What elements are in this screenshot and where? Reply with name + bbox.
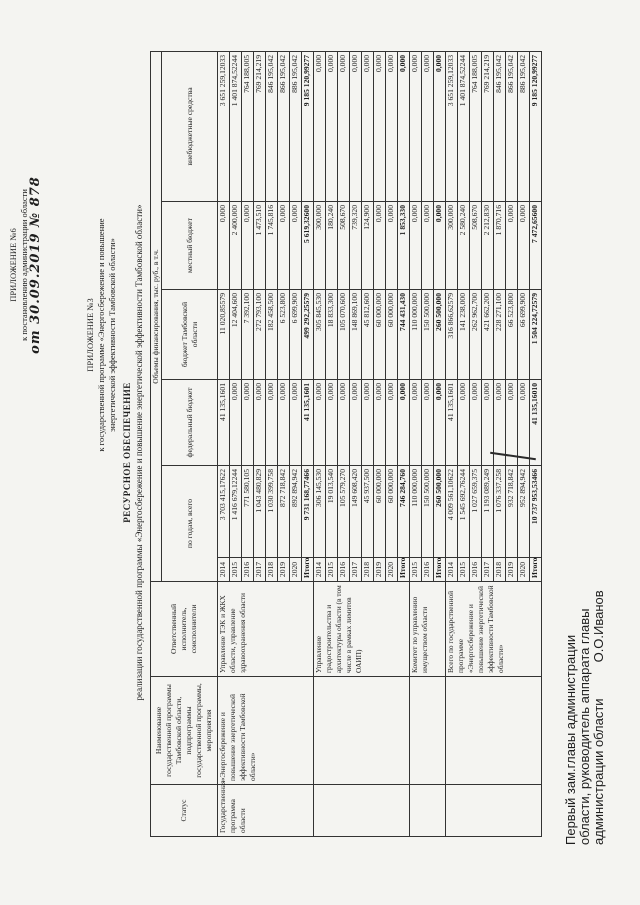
cell-federal: 0,000 (230, 380, 242, 466)
signature-position: администрации области (591, 698, 606, 845)
cell-regional: 6 523,800 (278, 290, 290, 380)
cell-year: Итого (434, 558, 446, 582)
cell-total: 60 000,000 (374, 466, 386, 558)
cell-regional: 141 238,000 (458, 290, 470, 380)
cell-local: 7 472,65600 (530, 202, 542, 290)
table-row (218, 51, 230, 836)
cell-federal: 0,000 (338, 380, 350, 466)
cell-year: 2020 (518, 558, 530, 582)
appendix-3-block (85, 145, 118, 525)
cell-total: 1 545 692,76244 (458, 466, 470, 558)
cell-federal: 0,000 (422, 380, 434, 466)
resource-table (150, 51, 542, 837)
row-name (446, 677, 542, 785)
cell-federal: 41 135,1601 (302, 380, 314, 466)
cell-total: 952 894,942 (518, 466, 530, 558)
cell-total: 4 009 561,10622 (446, 466, 458, 558)
cell-local: 0,000 (434, 202, 446, 290)
cell-regional: 305 845,530 (314, 290, 326, 380)
document-subtitle: реализации государственной программы «Энергосбережение и повышение энергетической эффективности Тамбовской области» (134, 204, 144, 701)
cell-regional: 262 962,700 (470, 290, 482, 380)
cell-year: 2017 (350, 558, 362, 582)
cell-total: 19 013,540 (326, 466, 338, 558)
cell-year: 2016 (338, 558, 350, 582)
cell-regional: 110 000,000 (410, 290, 422, 380)
row-name: «Энергосбережение и повышение энергетической эффективности Тамбовской области» (218, 677, 314, 785)
cell-federal: 0,000 (482, 380, 494, 466)
cell-extra: 0,000 (422, 51, 434, 201)
cell-total: 306 145,530 (314, 466, 326, 558)
table-row (314, 51, 326, 836)
cell-local: 124,900 (362, 202, 374, 290)
cell-year: Итого (530, 558, 542, 582)
cell-regional: 66 699,900 (518, 290, 530, 380)
cell-total: 872 718,842 (278, 466, 290, 558)
cell-year: 2018 (266, 558, 278, 582)
cell-regional: 18 833,300 (326, 290, 338, 380)
cell-extra: 3 651 259,12033 (218, 51, 230, 201)
cell-regional: 60 000,000 (386, 290, 398, 380)
header-by-years: по годам, всего (162, 466, 218, 582)
cell-local: 0,000 (218, 202, 230, 290)
cell-year: 2019 (278, 558, 290, 582)
cell-regional: 7 392,100 (242, 290, 254, 380)
cell-year: Итого (302, 558, 314, 582)
cell-total: 771 580,105 (242, 466, 254, 558)
header-extra: внебюджетные средства (162, 51, 218, 201)
cell-total: 1 043 480,829 (254, 466, 266, 558)
cell-local: 2 212,830 (482, 202, 494, 290)
appendix-3-line1: к государственной программе «Энергосбережение и повышение (96, 218, 106, 452)
cell-federal: 0,000 (278, 380, 290, 466)
cell-extra: 0,000 (314, 51, 326, 201)
cell-federal: 41 135,16010 (530, 380, 542, 466)
appendix-6-block (8, 145, 41, 385)
cell-local: 0,000 (386, 202, 398, 290)
row-status (314, 785, 410, 837)
row-executor: Управление градостроительства и архитектуры области (в том числе в рамках лимитов ОАИП) (314, 582, 410, 677)
row-name (410, 677, 446, 785)
cell-extra: 9 185 120,99277 (530, 51, 542, 201)
cell-local: 739,320 (350, 202, 362, 290)
cell-regional: 66 523,800 (506, 290, 518, 380)
cell-federal: 0,000 (290, 380, 302, 466)
cell-year: 2017 (482, 558, 494, 582)
cell-federal: 0,000 (242, 380, 254, 466)
cell-total: 1 193 089,249 (482, 466, 494, 558)
cell-local: 5 619,32600 (302, 202, 314, 290)
table-row (410, 51, 422, 836)
table-row (446, 51, 458, 836)
cell-year: 2015 (410, 558, 422, 582)
cell-regional: 60 000,000 (374, 290, 386, 380)
cell-extra: 0,000 (362, 51, 374, 201)
cell-total: 3 703 415,17622 (218, 466, 230, 558)
cell-federal: 0,000 (518, 380, 530, 466)
cell-total: 105 579,270 (338, 466, 350, 558)
cell-local: 1 473,510 (254, 202, 266, 290)
cell-regional: 105 070,600 (338, 290, 350, 380)
cell-extra: 866 195,042 (506, 51, 518, 201)
cell-federal: 0,000 (506, 380, 518, 466)
row-executor: Управление ТЭК и ЖКХ области, управление здравоохранения области (218, 582, 314, 677)
cell-local: 2 580,240 (458, 202, 470, 290)
cell-federal: 0,000 (386, 380, 398, 466)
cell-extra: 1 401 874,52244 (230, 51, 242, 201)
cell-federal: 0,000 (458, 380, 470, 466)
cell-federal: 41 135,1601 (218, 380, 230, 466)
cell-year: 2018 (362, 558, 374, 582)
cell-extra: 0,000 (386, 51, 398, 201)
cell-federal: 0,000 (374, 380, 386, 466)
cell-federal: 0,000 (398, 380, 410, 466)
cell-federal: 41 135,1601 (446, 380, 458, 466)
cell-extra: 0,000 (338, 51, 350, 201)
cell-regional: 272 793,100 (254, 290, 266, 380)
appendix-6-ref: к постановлению администрации области (19, 189, 29, 341)
cell-year: 2018 (494, 558, 506, 582)
cell-extra: 866 195,042 (278, 51, 290, 201)
row-status (446, 785, 542, 837)
cell-local: 2 400,000 (230, 202, 242, 290)
cell-total: 9 731 168,77466 (302, 466, 314, 558)
document-title: РЕСУРСНОЕ ОБЕСПЕЧЕНИЕ (122, 382, 132, 523)
cell-year: 2014 (218, 558, 230, 582)
cell-total: 1 030 399,758 (266, 466, 278, 558)
cell-local: 508,670 (338, 202, 350, 290)
cell-local: 0,000 (278, 202, 290, 290)
cell-extra: 886 195,042 (518, 51, 530, 201)
row-name (314, 677, 410, 785)
header-regional: бюджет Тамбовской области (162, 290, 218, 380)
cell-extra: 764 188,005 (242, 51, 254, 201)
cell-extra: 0,000 (326, 51, 338, 201)
cell-extra: 886 195,042 (290, 51, 302, 201)
cell-federal: 0,000 (350, 380, 362, 466)
cell-year: 2019 (506, 558, 518, 582)
row-status: Государственная программа области (218, 785, 314, 837)
cell-local: 508,670 (470, 202, 482, 290)
cell-extra: 846 195,042 (266, 51, 278, 201)
cell-local: 1 745,816 (266, 202, 278, 290)
cell-extra: 1 401 874,52244 (458, 51, 470, 201)
row-executor: Всего по государственной программе «Энергосбережение и повышение энергетической эффективности Тамбовской области» (446, 582, 542, 677)
cell-total: 110 000,000 (410, 466, 422, 558)
appendix-3-title: ПРИЛОЖЕНИЕ №3 (85, 298, 95, 372)
header-status: Статус (151, 785, 218, 837)
cell-local: 300,000 (446, 202, 458, 290)
cell-regional: 499 292,25579 (302, 290, 314, 380)
signature-line-3 (592, 590, 606, 845)
header-name: Наименование государственной программы Тамбовской области, подпрограммы государственной программы, мероприятия (151, 677, 218, 785)
cell-local: 0,000 (242, 202, 254, 290)
cell-year: 2015 (230, 558, 242, 582)
signature-name: О.О.Иванов (591, 590, 606, 663)
cell-regional: 6 699,900 (290, 290, 302, 380)
cell-federal: 0,000 (362, 380, 374, 466)
cell-regional: 11 020,85579 (218, 290, 230, 380)
cell-regional: 12 404,600 (230, 290, 242, 380)
cell-total: 10 737 953,53466 (530, 466, 542, 558)
cell-year: 2017 (254, 558, 266, 582)
cell-regional: 150 500,000 (422, 290, 434, 380)
cell-local: 0,000 (410, 202, 422, 290)
signature-line-2: области, руководитель аппарата главы (577, 608, 592, 845)
cell-local: 0,000 (506, 202, 518, 290)
cell-extra: 0,000 (374, 51, 386, 201)
cell-regional: 228 271,100 (494, 290, 506, 380)
cell-total: 746 284,760 (398, 466, 410, 558)
appendix-6-title: ПРИЛОЖЕНИЕ №6 (8, 228, 18, 302)
cell-regional: 421 662,200 (482, 290, 494, 380)
cell-extra: 769 214,219 (482, 51, 494, 201)
header-local: местный бюджет (162, 202, 218, 290)
cell-regional: 182 458,500 (266, 290, 278, 380)
cell-federal: 0,000 (254, 380, 266, 466)
cell-year: 2020 (386, 558, 398, 582)
cell-total: 1 076 337,258 (494, 466, 506, 558)
cell-year: Итого (398, 558, 410, 582)
cell-federal: 0,000 (326, 380, 338, 466)
cell-regional: 45 812,600 (362, 290, 374, 380)
cell-total: 149 608,420 (350, 466, 362, 558)
cell-extra: 769 214,219 (254, 51, 266, 201)
cell-year: 2016 (242, 558, 254, 582)
cell-year: 2019 (374, 558, 386, 582)
cell-local: 0,000 (422, 202, 434, 290)
cell-regional: 316 866,62579 (446, 290, 458, 380)
cell-federal: 0,000 (434, 380, 446, 466)
row-executor: Комитет по управлению имуществом области (410, 582, 446, 677)
cell-extra: 764 188,005 (470, 51, 482, 201)
cell-total: 60 000,000 (386, 466, 398, 558)
signature-line-1: Первый зам.главы администрации (563, 634, 578, 845)
cell-extra: 846 195,042 (494, 51, 506, 201)
cell-local: 0,000 (290, 202, 302, 290)
cell-total: 1 027 659,375 (470, 466, 482, 558)
cell-local: 0,000 (518, 202, 530, 290)
cell-federal: 0,000 (410, 380, 422, 466)
cell-extra: 0,000 (398, 51, 410, 201)
cell-year: 2015 (326, 558, 338, 582)
cell-local: 1 870,716 (494, 202, 506, 290)
header-funding: Объемы финансирования, тыс. руб., в т.ч. (151, 51, 162, 581)
cell-year: 2020 (290, 558, 302, 582)
row-status (410, 785, 446, 837)
cell-local: 0,000 (374, 202, 386, 290)
cell-total: 1 416 679,12244 (230, 466, 242, 558)
appendix-6-date: от 30.09.2019 № 878 (28, 176, 43, 354)
cell-federal: 0,000 (314, 380, 326, 466)
cell-total: 892 894,942 (290, 466, 302, 558)
cell-regional: 148 869,100 (350, 290, 362, 380)
cell-total: 932 718,842 (506, 466, 518, 558)
cell-total: 150 500,000 (422, 466, 434, 558)
cell-extra: 9 185 120,99277 (302, 51, 314, 201)
cell-year: 2014 (314, 558, 326, 582)
cell-total: 260 500,000 (434, 466, 446, 558)
cell-extra: 3 651 259,12033 (446, 51, 458, 201)
cell-extra: 0,000 (350, 51, 362, 201)
cell-federal: 0,000 (470, 380, 482, 466)
signature-block (564, 590, 606, 845)
cell-regional: 1 504 224,72579 (530, 290, 542, 380)
cell-total: 45 937,500 (362, 466, 374, 558)
cell-regional: 744 431,430 (398, 290, 410, 380)
cell-year: 2016 (422, 558, 434, 582)
cell-year: 2014 (446, 558, 458, 582)
cell-extra: 0,000 (434, 51, 446, 201)
cell-local: 1 853,330 (398, 202, 410, 290)
cell-local: 180,240 (326, 202, 338, 290)
cell-regional: 260 500,000 (434, 290, 446, 380)
header-executor: Ответственный исполнитель, соисполнители (151, 582, 218, 677)
cell-year: 2016 (470, 558, 482, 582)
cell-year: 2015 (458, 558, 470, 582)
header-federal: федеральный бюджет (162, 380, 218, 466)
appendix-3-line2: энергетической эффективности Тамбовской области» (107, 238, 117, 432)
cell-extra: 0,000 (410, 51, 422, 201)
cell-federal: 0,000 (494, 380, 506, 466)
cell-local: 300,000 (314, 202, 326, 290)
cell-federal: 0,000 (266, 380, 278, 466)
